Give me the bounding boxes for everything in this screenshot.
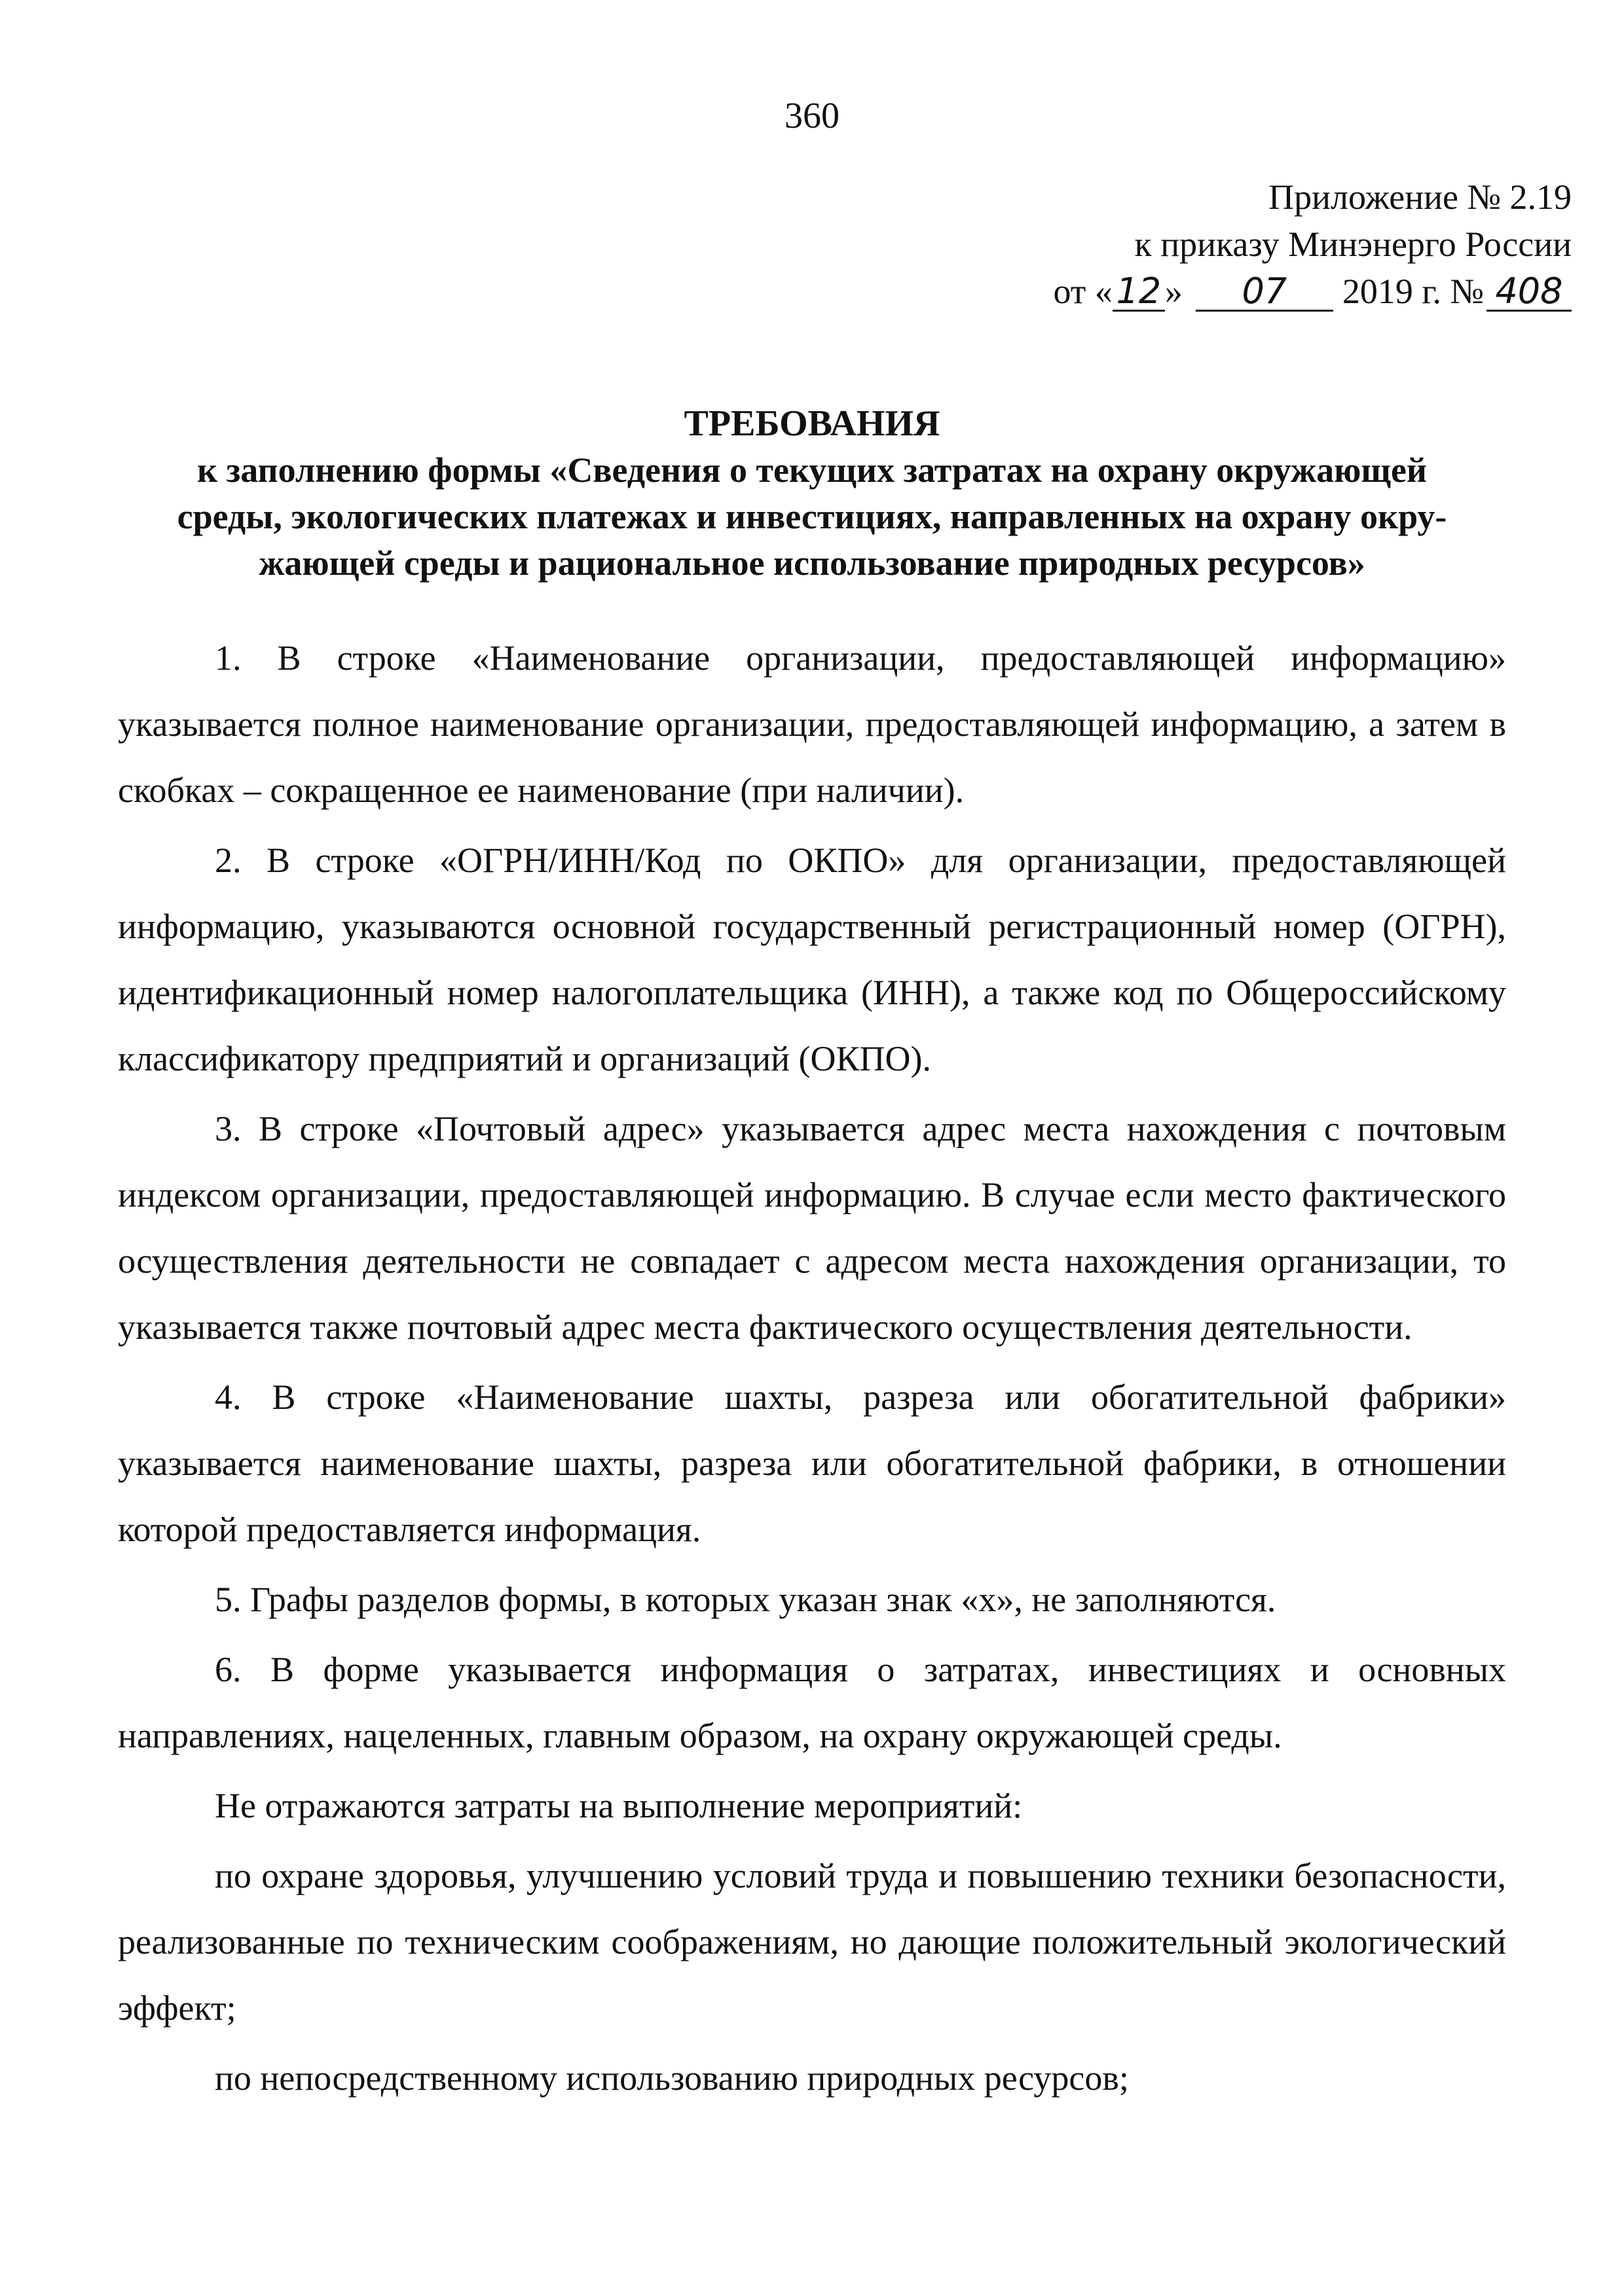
handwritten-day: 12 (1113, 273, 1165, 312)
paragraph-5: 5. Графы разделов формы, в которых указан знак «х», не заполняются. (215, 1580, 1276, 1619)
date-day-close: » (1164, 272, 1183, 311)
appendix-header (969, 173, 1572, 315)
handwritten-month: 07 (1196, 273, 1333, 312)
document-title (118, 401, 1506, 587)
document-body (118, 625, 1506, 2115)
title-heading: ТРЕБОВАНИЯ (684, 403, 940, 444)
paragraph-exclusion-resources: по непосредственному использованию природных ресурсов; (215, 2058, 1129, 2098)
paragraph-exclusions-intro: Не отражаются затраты на выполнение мероприятий: (215, 1786, 1023, 1825)
appendix-order-reference: к приказу Минэнерго России (1134, 225, 1572, 264)
appendix-order-date (969, 268, 1572, 315)
paragraph-6: 6. В форме указывается информация о затратах, инвестициях и основных направлениях, нацеленных, главным образом, на охрану окружающей среды. (118, 1650, 1506, 1755)
paragraph-2: 2. В строке «ОГРН/ИНН/Код по ОКПО» для организации, предоставляющей информацию, указываются основной государственный регистрационный номер (ОГРН), идентификационный номер налогоплательщика (ИНН), а также код по Общероссийскому классификатору предприятий и организаций (ОКПО). (118, 841, 1506, 1078)
title-line-3: жающей среды и рациональное использование природных ресурсов» (259, 543, 1365, 583)
date-year: 2019 г. № (1342, 272, 1484, 311)
title-line-1: к заполнению формы «Сведения о текущих затратах на охрану окружающей (196, 450, 1428, 490)
paragraph-1: 1. В строке «Наименование организации, предоставляющей информацию» указывается полное наименование организации, предоставляющей информацию, а затем в скобках – сокращенное ее наименование (при наличии). (118, 638, 1506, 810)
title-line-2: среды, экологических платежах и инвестициях, направленных на охрану окру- (177, 497, 1447, 536)
paragraph-3: 3. В строке «Почтовый адрес» указывается адрес места нахождения с почтовым индексом организации, предоставляющей информацию. В случае если место фактического осуществления деятельности не совпадает с адресом места нахождения организации, то указывается также почтовый адрес места фактического осуществления деятельности. (118, 1109, 1506, 1347)
date-prefix: от « (1053, 272, 1113, 311)
paragraph-exclusion-health: по охране здоровья, улучшению условий труда и повышению техники безопасности, реализованные по техническим соображениям, но дающие положительный экологический эффект; (118, 1856, 1506, 2028)
paragraph-4: 4. В строке «Наименование шахты, разреза или обогатительной фабрики» указывается наименование шахты, разреза или обогатительной фабрики, в отношении которой предоставляется информация. (118, 1377, 1506, 1549)
handwritten-order-number: 408 (1486, 273, 1572, 312)
appendix-number: Приложение № 2.19 (1268, 177, 1572, 217)
page-number: 360 (784, 96, 840, 136)
